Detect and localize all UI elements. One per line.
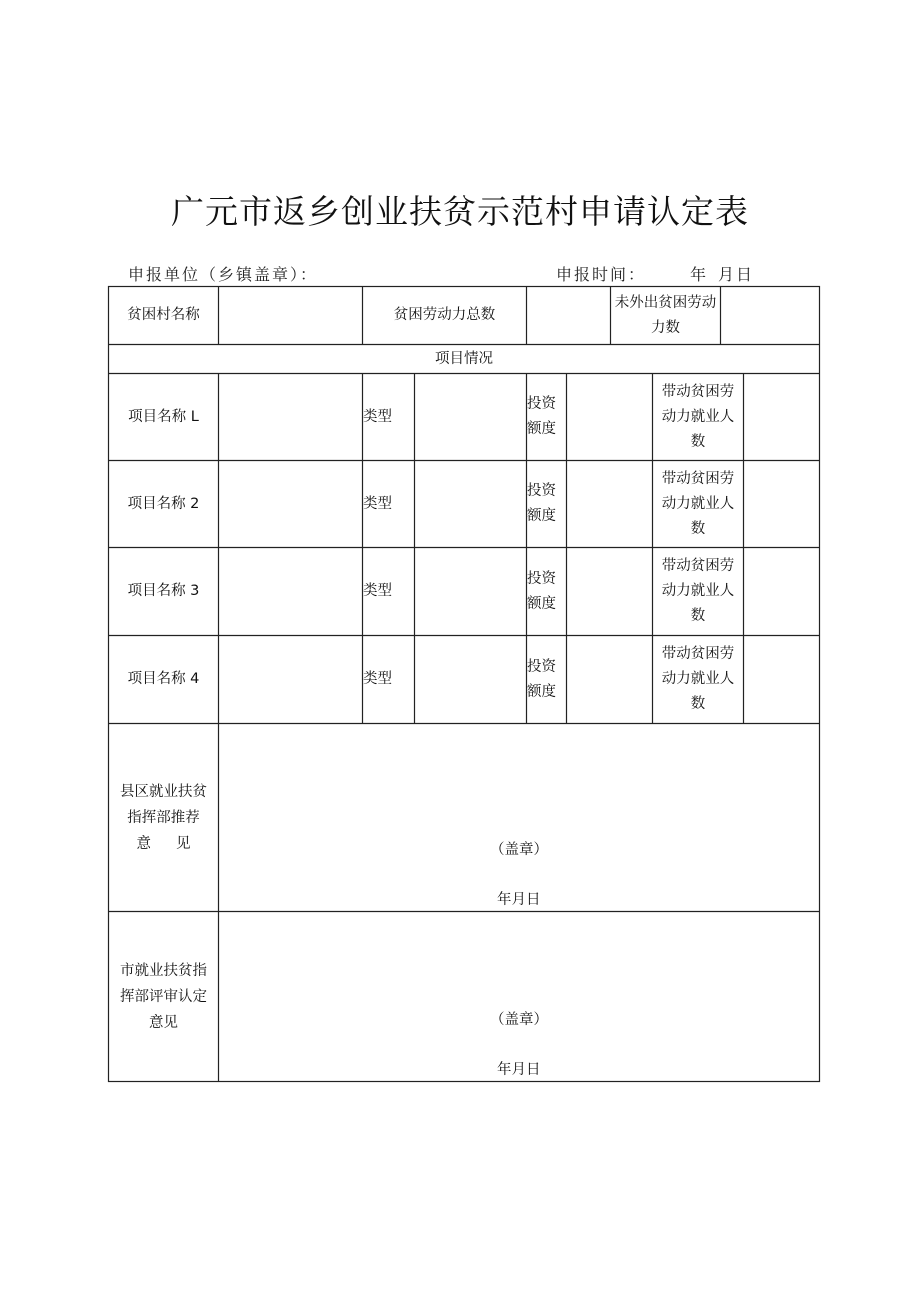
project-employment-label-line3: 数 (690, 520, 706, 537)
project-name-field[interactable] (219, 636, 362, 723)
project-investment-label-line2: 额度 (527, 683, 556, 700)
county-opinion-label-line1: 县区就业扶贫 (120, 783, 207, 800)
project-type-label: 类型 (363, 495, 392, 512)
city-seal-text: （盖章） (490, 1012, 548, 1028)
project-name-field[interactable] (219, 374, 362, 460)
application-time (556, 262, 754, 285)
county-seal-text: （盖章） (490, 842, 548, 858)
project-employment-label-line3: 数 (690, 608, 706, 624)
project-employment-label-line2: 动力就业人 (661, 408, 735, 425)
project-employment-label-line1: 带动贫困劳 (661, 383, 735, 400)
project-investment-label-line2: 额度 (527, 421, 556, 437)
project-investment-label-line2: 额度 (527, 595, 556, 612)
project-investment-label (527, 548, 566, 635)
project-investment-field[interactable] (567, 636, 652, 723)
project-employment-label-line2: 动力就业人 (661, 671, 735, 687)
city-opinion-field[interactable] (219, 912, 819, 1081)
project-name-label: 项目名称 3 (127, 583, 200, 599)
page-title: 广元市返乡创业扶贫示范村申请认定表 (171, 192, 749, 231)
project-type-label: 类型 (363, 408, 392, 425)
project-investment-label (527, 374, 566, 460)
project-investment-label (527, 461, 566, 547)
project-investment-field[interactable] (567, 548, 652, 635)
project-name-label: 项目名称 4 (127, 671, 200, 687)
project-investment-field[interactable] (567, 374, 652, 460)
project-employment-label (653, 548, 743, 635)
project-type-field[interactable] (415, 636, 526, 723)
city-opinion-label-line3: 意见 (149, 1014, 178, 1031)
project-type-field[interactable] (415, 461, 526, 547)
total-labor-label: 贫困劳动力总数 (393, 307, 496, 323)
not-out-labor-field[interactable] (721, 287, 819, 344)
village-name-field[interactable] (219, 287, 362, 344)
village-name-label: 贫困村名称 (127, 307, 200, 323)
total-labor-field[interactable] (527, 287, 610, 344)
project-name-label: 项目名称 L (128, 408, 199, 425)
project-employment-field[interactable] (744, 461, 819, 547)
project-type-label: 类型 (363, 583, 392, 599)
county-date-text: 年月日 (497, 892, 541, 908)
county-opinion-label-line2: 指挥部推荐 (127, 809, 200, 826)
county-opinion-label-line3a: 意 (136, 835, 151, 852)
project-employment-label-line3: 数 (690, 433, 706, 450)
project-type-label: 类型 (363, 671, 392, 687)
county-opinion-label (109, 724, 218, 911)
project-employment-label (653, 636, 743, 723)
application-time-label: 申报时间： (556, 265, 647, 284)
not-out-labor-label (611, 287, 720, 344)
project-investment-field[interactable] (567, 461, 652, 547)
projects-section-header: 项目情况 (435, 350, 493, 367)
city-date-text: 年月日 (497, 1062, 541, 1078)
project-employment-label (653, 374, 743, 460)
project-employment-label-line1: 带动贫困劳 (661, 646, 735, 662)
project-investment-label-line1: 投资 (527, 658, 556, 675)
month-day-label: 月日 (718, 265, 755, 284)
project-employment-label-line2: 动力就业人 (661, 495, 735, 512)
year-label: 年 (690, 265, 709, 284)
county-opinion-field[interactable] (219, 724, 819, 911)
project-investment-label (527, 636, 566, 723)
applicant-unit-label: 申报单位（乡镇盖章）： (128, 265, 319, 284)
project-name-field[interactable] (219, 548, 362, 635)
project-employment-label-line1: 带动贫困劳 (661, 558, 735, 574)
county-opinion-label-line3b: 见 (176, 835, 191, 852)
not-out-labor-label-line2: 力数 (651, 319, 680, 336)
city-opinion-label-line2: 挥部评审认定 (120, 988, 207, 1005)
project-employment-field[interactable] (744, 548, 819, 635)
not-out-labor-label-line1: 未外出贫困劳动 (614, 294, 717, 311)
project-investment-label-line1: 投资 (527, 570, 556, 587)
project-employment-field[interactable] (744, 374, 819, 460)
project-investment-label-line2: 额度 (527, 508, 556, 524)
project-employment-label-line3: 数 (690, 696, 706, 712)
project-investment-label-line1: 投资 (527, 396, 556, 412)
project-investment-label-line1: 投资 (527, 483, 556, 499)
city-opinion-label (109, 912, 218, 1081)
project-employment-label (653, 461, 743, 547)
project-type-field[interactable] (415, 548, 526, 635)
project-name-field[interactable] (219, 461, 362, 547)
project-employment-label-line2: 动力就业人 (661, 583, 735, 599)
city-opinion-label-line1: 市就业扶贫指 (120, 962, 207, 979)
county-opinion-label-line3 (137, 831, 191, 857)
project-name-label: 项目名称 2 (127, 495, 200, 512)
project-employment-label-line1: 带动贫困劳 (661, 470, 735, 487)
project-employment-field[interactable] (744, 636, 819, 723)
project-type-field[interactable] (415, 374, 526, 460)
